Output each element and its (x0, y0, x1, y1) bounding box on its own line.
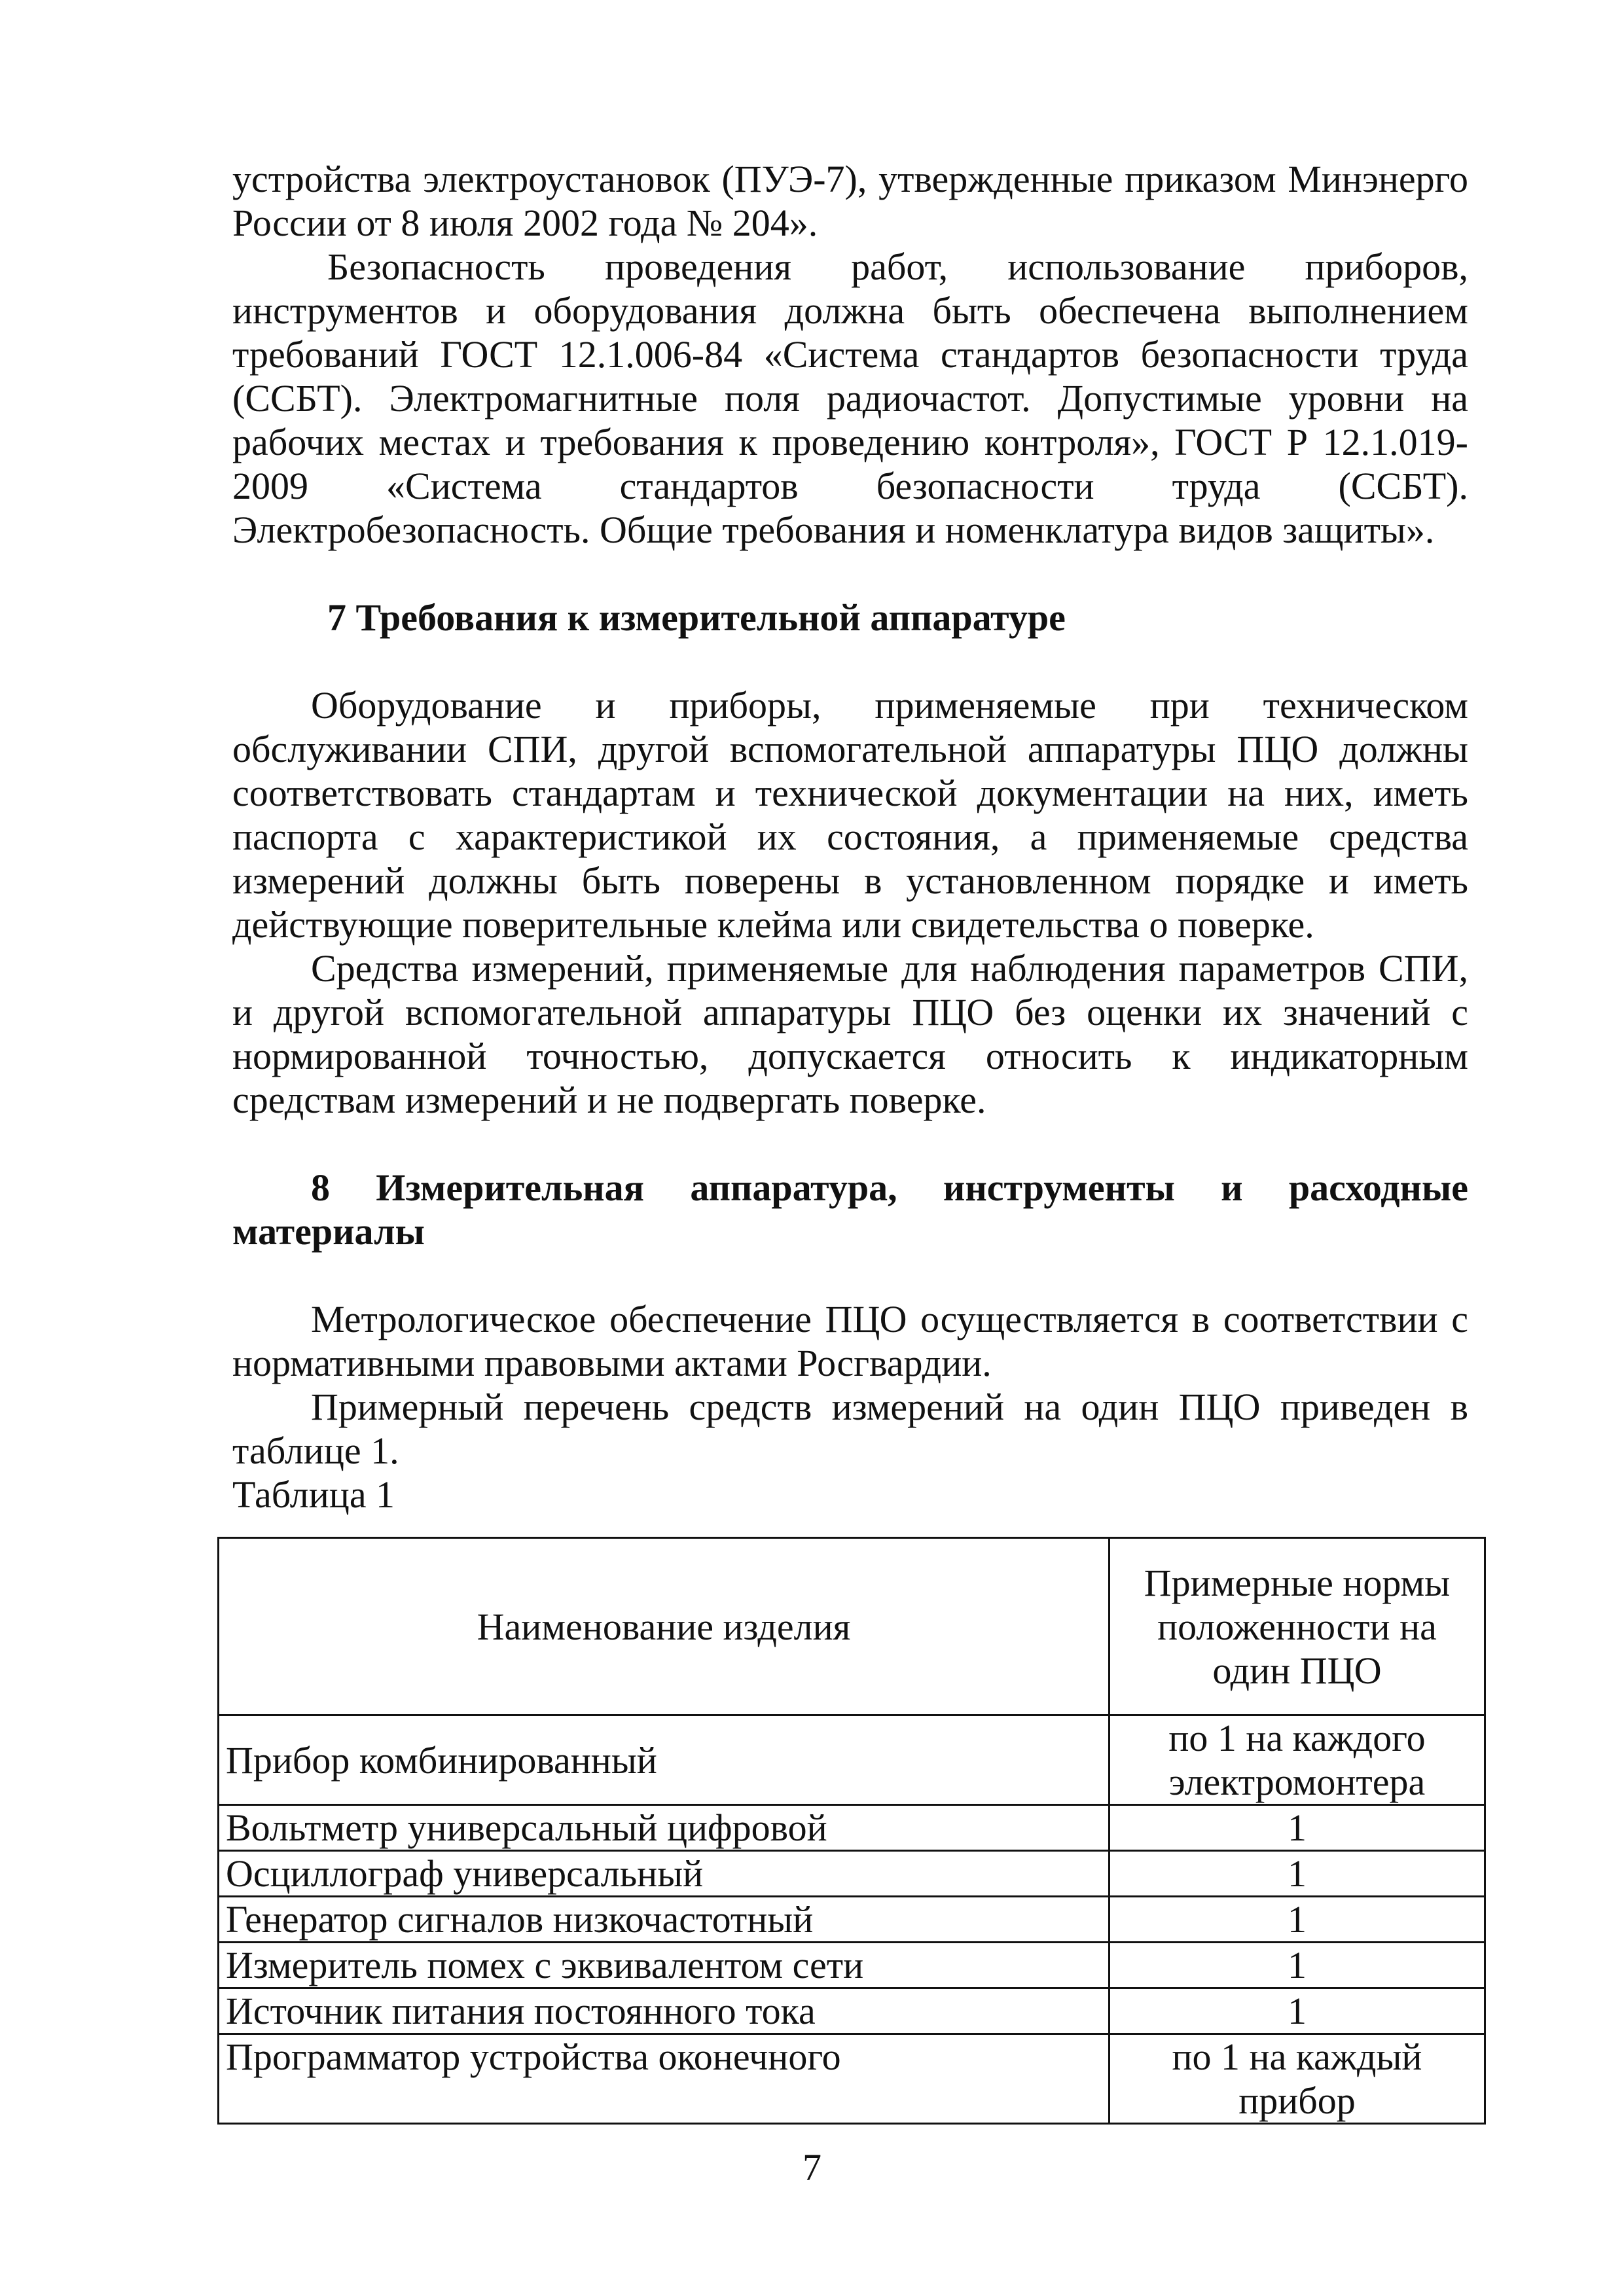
table-row (219, 1897, 1485, 1943)
row-name: Осциллограф универсальный (219, 1851, 1110, 1897)
table-row (219, 1851, 1485, 1897)
paragraph-safety: Безопасность проведения работ, использование приборов, инструментов и оборудования должна быть обеспечена выполнением требований ГОСТ 12.1.006-84 «Система стандартов безопасности труда (ССБТ). Электромагнитные поля радиочастот. Допустимые уровни на рабочих местах и требования к проведению контроля», ГОСТ Р 12.1.019-2009 «Система стандартов безопасности труда (ССБТ). Электробезопасность. Общие требования и номенклатура видов защиты». (232, 245, 1468, 551)
table-row (219, 2034, 1485, 2124)
header-cell-norm: Примерные нормы положенности на один ПЦО (1110, 1538, 1485, 1715)
row-norm: 1 (1110, 1851, 1485, 1897)
row-norm: 1 (1110, 1897, 1485, 1943)
table-header-row (219, 1538, 1485, 1715)
row-norm: 1 (1110, 1988, 1485, 2034)
row-name: Прибор комбинированный (219, 1715, 1110, 1805)
table-row (219, 1805, 1485, 1851)
section-heading-7: 7 Требования к измерительной аппаратуре (327, 596, 1066, 639)
paragraph-indicator-means: Средства измерений, применяемые для наблюдения параметров СПИ, и другой вспомогательной аппаратуры ПЦО без оценки их значений с нормированной точностью, допускается относить к индикаторным средствам измерений и не подвергать поверке. (232, 947, 1468, 1121)
row-norm: 1 (1110, 1805, 1485, 1851)
paragraph-equipment: Оборудование и приборы, применяемые при техническом обслуживании СПИ, другой вспомогательной аппаратуры ПЦО должны соответствовать стандартам и технической документации на них, иметь паспорта с характеристикой их состояния, а применяемые средства измерений должны быть поверены в установленном порядке и иметь действующие поверительные клейма или свидетельства о поверке. (232, 684, 1468, 946)
row-norm: 1 (1110, 1943, 1485, 1988)
table-caption: Таблица 1 (232, 1473, 395, 1516)
row-name: Источник питания постоянного тока (219, 1988, 1110, 2034)
table-row (219, 1715, 1485, 1805)
section-heading-8: 8 Измерительная аппаратура, инструменты и расходные материалы (232, 1166, 1468, 1253)
page-number: 7 (803, 2146, 821, 2189)
row-norm: по 1 на каждого электромонтера (1110, 1715, 1485, 1805)
paragraph-pue: устройства электроустановок (ПУЭ-7), утвержденные приказом Минэнерго России от 8 июля 2002 года № 204». (232, 158, 1468, 244)
row-name: Генератор сигналов низкочастотный (219, 1897, 1110, 1943)
header-cell-name: Наименование изделия (219, 1538, 1110, 1715)
measuring-instruments-table (217, 1537, 1486, 2125)
paragraph-metrology: Метрологическое обеспечение ПЦО осуществляется в соответствии с нормативными правовыми актами Росгвардии. (232, 1298, 1468, 1384)
row-name: Вольтметр универсальный цифровой (219, 1805, 1110, 1851)
row-norm: по 1 на каждый прибор (1110, 2034, 1485, 2124)
paragraph-list-reference: Примерный перечень средств измерений на один ПЦО приведен в таблице 1. (232, 1386, 1468, 1472)
table-row (219, 1943, 1485, 1988)
document-body (232, 157, 1468, 1516)
row-name: Программатор устройства оконечного (219, 2034, 1110, 2124)
row-name: Измеритель помех с эквивалентом сети (219, 1943, 1110, 1988)
table-row (219, 1988, 1485, 2034)
